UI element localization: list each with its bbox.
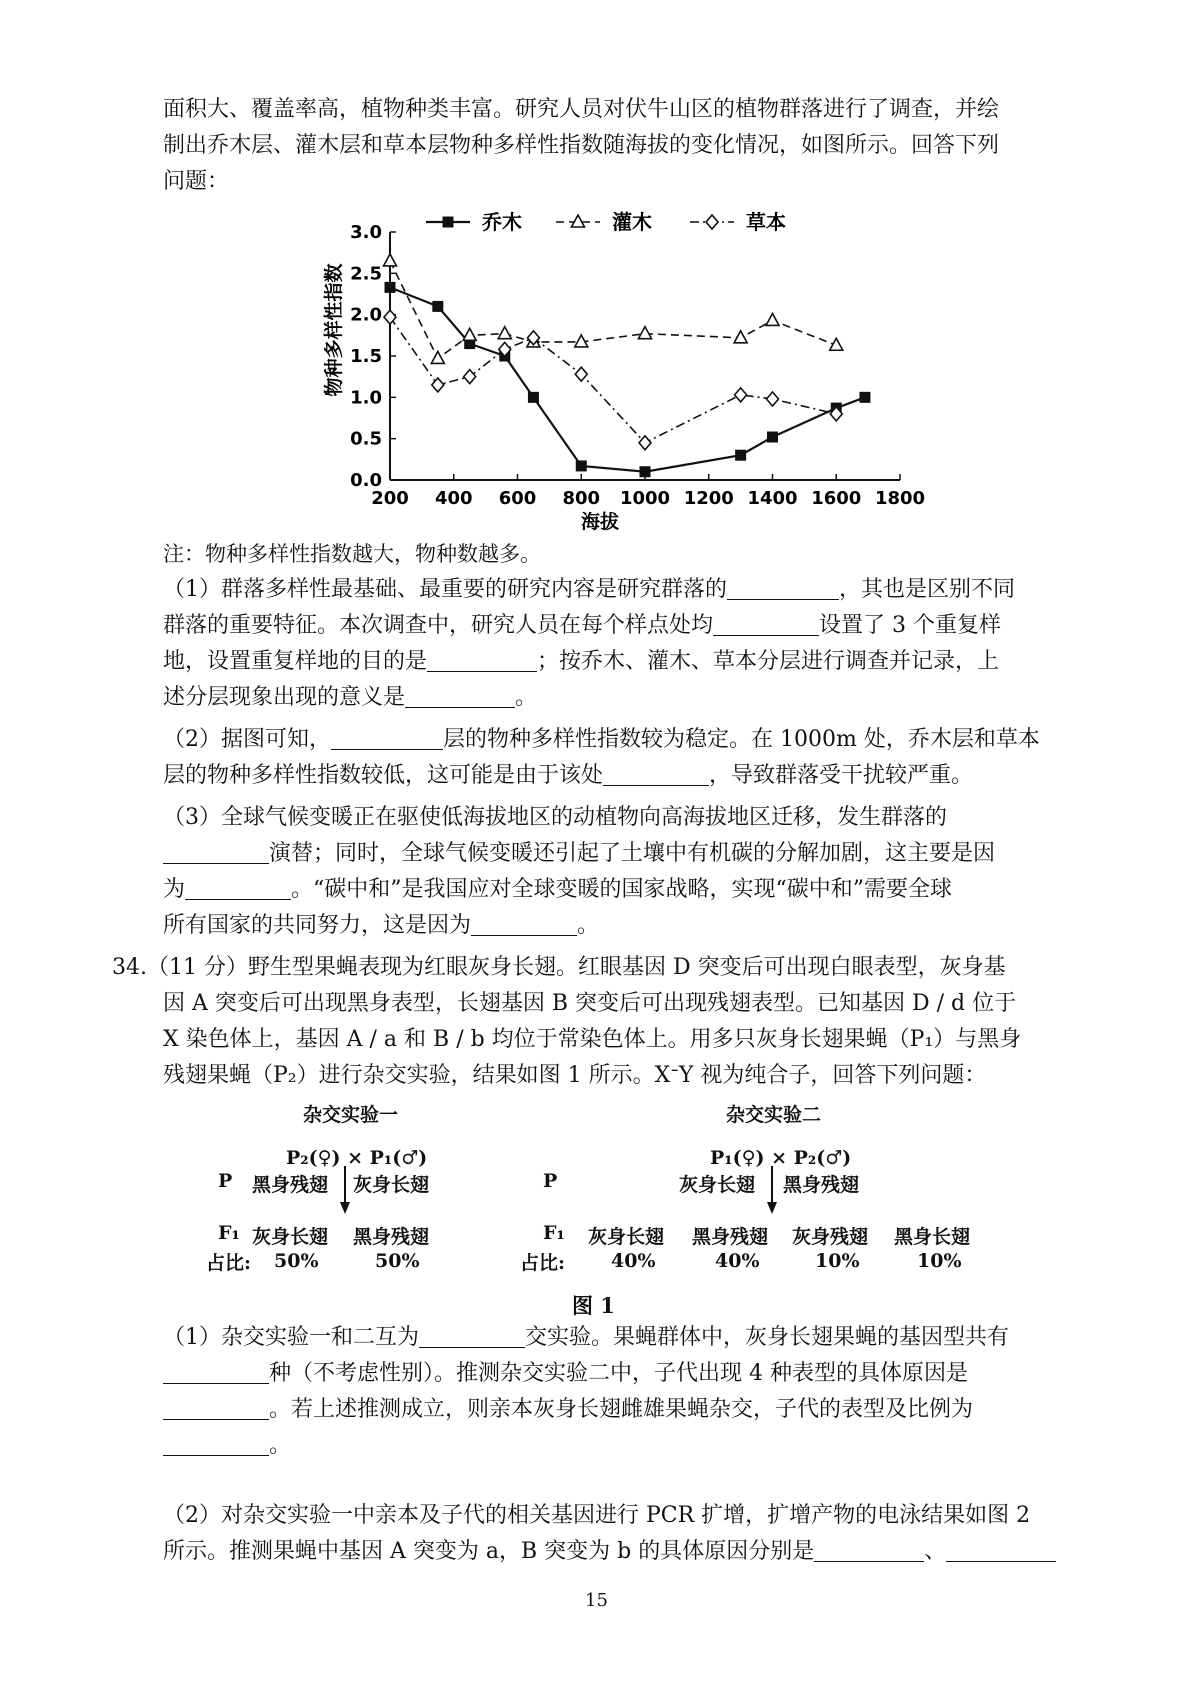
exp2-arrow-icon — [765, 1166, 779, 1216]
chart-axes — [350, 222, 925, 509]
text: 交实验。果蝇群体中，灰身长翅果蝇的基因型共有 — [525, 1325, 1010, 1350]
exp2-f1-label: F₁ — [543, 1222, 565, 1244]
triangle-marker — [766, 313, 779, 325]
text: （2）据图可知， — [163, 727, 331, 752]
x-tick-label: 1600 — [811, 488, 862, 509]
y-tick-label: 0.5 — [350, 428, 382, 450]
text: ，其也是区别不同 — [839, 577, 1016, 602]
text: 述分层现象出现的意义是 — [163, 685, 406, 710]
intro-line-3: 问题： — [163, 169, 230, 194]
text: ，导致群落受干扰较严重。 — [709, 763, 974, 788]
text: 。若上述推测成立，则亲本灰身长翅雌雄果蝇杂交，子代的表型及比例为 — [269, 1397, 974, 1422]
triangle-marker — [498, 327, 511, 339]
y-tick-label: 1.5 — [350, 346, 382, 367]
q33-p3-line2 — [163, 836, 995, 872]
square-marker — [432, 301, 443, 312]
q34-p2-line2 — [163, 1534, 1056, 1570]
square-marker — [385, 282, 396, 293]
answer-blank[interactable] — [163, 841, 269, 864]
chart-xlabel: 海拔 — [580, 511, 620, 533]
exp1-cross: P₂(♀) × P₁(♂) — [286, 1147, 428, 1169]
text: 设置了 3 个重复样 — [819, 613, 1001, 638]
answer-blank[interactable] — [713, 613, 819, 636]
q33-p2-line1 — [163, 722, 1040, 758]
q33-p1-line4 — [163, 680, 537, 716]
chart-legend — [426, 210, 786, 234]
square-marker — [859, 392, 870, 403]
figure-1-caption: 图 1 — [572, 1293, 615, 1318]
text: 层的物种多样性指数较为稳定。在 1000m 处，乔木层和草本 — [443, 727, 1040, 752]
text: 所示。推测果蝇中基因 A 突变为 a，B 突变为 b 的具体原因分别是 — [163, 1539, 815, 1564]
exp1-offspring-1: 灰身长翅 — [252, 1226, 329, 1248]
series-草本 — [384, 310, 842, 450]
diamond-marker — [735, 388, 747, 402]
square-marker — [576, 460, 587, 471]
diversity-chart — [0, 0, 1200, 560]
x-tick-label: 200 — [371, 488, 409, 509]
exp1-ratio-1: 50% — [274, 1250, 319, 1272]
q34-p1-line2 — [163, 1356, 968, 1392]
answer-blank[interactable] — [163, 1397, 269, 1420]
triangle-marker — [384, 254, 397, 266]
text: 群落的重要特征。本次调查中，研究人员在每个样点处均 — [163, 613, 714, 638]
chart-ylabel: 物种多样性指数 — [323, 263, 345, 397]
answer-blank[interactable] — [727, 577, 839, 600]
intro-line-2: 制出乔木层、灌木层和草本层物种多样性指数随海拔的变化情况，如图所示。回答下列 — [163, 133, 1000, 158]
intro-line-1: 面积大、覆盖率高，植物种类丰富。研究人员对伏牛山区的植物群落进行了调查，并绘 — [163, 97, 1000, 122]
q34-p1-line1 — [163, 1320, 1009, 1356]
exp2-ratio-label: 占比: — [520, 1252, 566, 1274]
exp2-ratio-3: 10% — [815, 1250, 860, 1272]
answer-blank[interactable] — [163, 1433, 269, 1456]
diamond-marker — [639, 436, 651, 450]
exp2-ratio-4: 10% — [917, 1250, 962, 1272]
diamond-marker — [767, 392, 779, 406]
series-灌木 — [384, 254, 843, 364]
exp1-p-label: P — [218, 1170, 233, 1192]
exp2-offspring-2: 黑身残翅 — [692, 1226, 769, 1248]
chart-note: 注：物种多样性指数越大，物种数越多。 — [163, 542, 541, 566]
exp2-p-label: P — [543, 1170, 558, 1192]
answer-blank[interactable] — [419, 1325, 525, 1348]
x-tick-label: 400 — [434, 488, 473, 509]
x-tick-label: 800 — [562, 488, 601, 509]
legend-label: 乔木 — [482, 210, 522, 234]
q33-p3-line4 — [163, 908, 599, 944]
text: 演替；同时，全球气候变暖还引起了土壤中有机碳的分解加剧，这主要是因 — [269, 841, 996, 866]
answer-blank[interactable] — [331, 727, 443, 750]
x-tick-label: 1800 — [874, 488, 926, 509]
triangle-marker — [463, 328, 476, 340]
q33-p2-line2 — [163, 758, 973, 794]
answer-blank[interactable] — [405, 685, 515, 708]
triangle-marker — [431, 351, 444, 363]
exp2-offspring-4: 黑身长翅 — [894, 1226, 971, 1248]
series-line — [390, 287, 865, 471]
series-line — [390, 317, 836, 443]
q33-p3-line3 — [163, 872, 952, 908]
legend-label: 草本 — [746, 210, 786, 234]
x-tick-label: 1200 — [683, 488, 734, 509]
q33-p3-line1: （3）全球气候变暖正在驱使低海拔地区的动植物向高海拔地区迁移，发生群落的 — [163, 805, 947, 830]
q34-line2: 因 A 突变后可出现黑身表型，长翅基因 B 突变后可出现残翅表型。已知基因 D / d 位于 — [163, 991, 1017, 1016]
answer-blank[interactable] — [185, 877, 291, 900]
text: （1）杂交实验一和二互为 — [163, 1325, 419, 1350]
diamond-marker — [706, 215, 718, 229]
text: 、 — [924, 1539, 947, 1564]
square-marker — [735, 450, 746, 461]
exp1-parent-left: 黑身残翅 — [252, 1174, 329, 1196]
q34-p1-line4 — [163, 1428, 291, 1464]
exp2-ratio-1: 40% — [611, 1250, 656, 1272]
text: ；按乔木、灌木、草本分层进行调查并记录，上 — [537, 649, 1000, 674]
text: 。 — [515, 685, 538, 710]
exp2-title: 杂交实验二 — [726, 1104, 822, 1126]
triangle-marker — [572, 215, 585, 227]
q34-line1: 34.（11 分）野生型果蝇表现为红眼灰身长翅。红眼基因 D 突变后可出现白眼表型，灰身基 — [112, 955, 1006, 980]
square-marker — [528, 392, 539, 403]
y-tick-label: 3.0 — [350, 222, 382, 243]
exp2-cross: P₁(♀) × P₂(♂) — [710, 1147, 852, 1169]
exp2-parent-right: 黑身残翅 — [783, 1174, 860, 1196]
q34-p2-line1: （2）对杂交实验一中亲本及子代的相关基因进行 PCR 扩增，扩增产物的电泳结果如图 2 — [163, 1503, 1031, 1528]
q34-line4: 残翅果蝇（P₂）进行杂交实验，结果如图 1 所示。XᐨY 视为纯合子，回答下列问题： — [163, 1063, 987, 1088]
answer-blank[interactable] — [163, 1361, 269, 1384]
exp1-arrow-icon — [338, 1166, 352, 1216]
answer-blank[interactable] — [814, 1539, 924, 1562]
exp2-ratio-2: 40% — [715, 1250, 760, 1272]
q34-line3: X 染色体上，基因 A / a 和 B / b 均位于常染色体上。用多只灰身长翅果蝇（P₁）与黑身 — [163, 1027, 1022, 1052]
triangle-marker — [734, 331, 747, 343]
exp1-f1-label: F₁ — [218, 1222, 240, 1244]
answer-blank[interactable] — [603, 763, 709, 786]
q33-p1-line1 — [163, 572, 1015, 608]
legend-label: 灌木 — [612, 210, 652, 234]
q33-p1-line2 — [163, 608, 1001, 644]
text: （1）群落多样性最基础、最重要的研究内容是研究群落的 — [163, 577, 727, 602]
text: 种（不考虑性别）。推测杂交实验二中，子代出现 4 种表型的具体原因是 — [269, 1361, 968, 1386]
diamond-marker — [464, 370, 476, 384]
exp1-offspring-2: 黑身残翅 — [353, 1226, 430, 1248]
y-tick-label: 1.0 — [350, 387, 382, 409]
x-tick-label: 1400 — [747, 488, 798, 509]
answer-blank[interactable] — [427, 649, 537, 672]
text: 所有国家的共同努力，这是因为 — [163, 913, 472, 938]
series-line — [390, 261, 836, 359]
q33-p1-line3 — [163, 644, 999, 680]
exp1-ratio-label: 占比: — [206, 1252, 252, 1274]
triangle-marker — [639, 327, 652, 339]
x-tick-label: 600 — [498, 488, 537, 509]
q34-p1-line3 — [163, 1392, 973, 1428]
text: 。 — [269, 1433, 292, 1458]
answer-blank[interactable] — [471, 913, 577, 936]
chart-series — [384, 254, 871, 477]
exp1-ratio-2: 50% — [375, 1250, 420, 1272]
diamond-marker — [575, 367, 587, 381]
square-marker — [767, 432, 778, 443]
y-tick-label: 2.5 — [350, 263, 382, 285]
text: 。 — [577, 913, 600, 938]
text: 地，设置重复样地的目的是 — [163, 649, 428, 674]
exp2-offspring-3: 灰身残翅 — [792, 1226, 869, 1248]
page-number: 15 — [585, 1590, 608, 1611]
square-marker — [443, 217, 454, 228]
square-marker — [640, 466, 651, 477]
y-tick-label: 0.0 — [350, 470, 382, 491]
text: 。“碳中和”是我国应对全球变暖的国家战略，实现“碳中和”需要全球 — [291, 877, 953, 902]
y-tick-label: 2.0 — [350, 304, 382, 326]
exp1-parent-right: 灰身长翅 — [353, 1174, 430, 1196]
exp2-offspring-1: 灰身长翅 — [588, 1226, 665, 1248]
text: 层的物种多样性指数较低，这可能是由于该处 — [163, 763, 604, 788]
x-tick-label: 1000 — [619, 488, 671, 509]
exp1-title: 杂交实验一 — [303, 1104, 399, 1126]
exp2-parent-left: 灰身长翅 — [679, 1174, 756, 1196]
text: 为 — [163, 877, 186, 902]
answer-blank[interactable] — [946, 1539, 1056, 1562]
